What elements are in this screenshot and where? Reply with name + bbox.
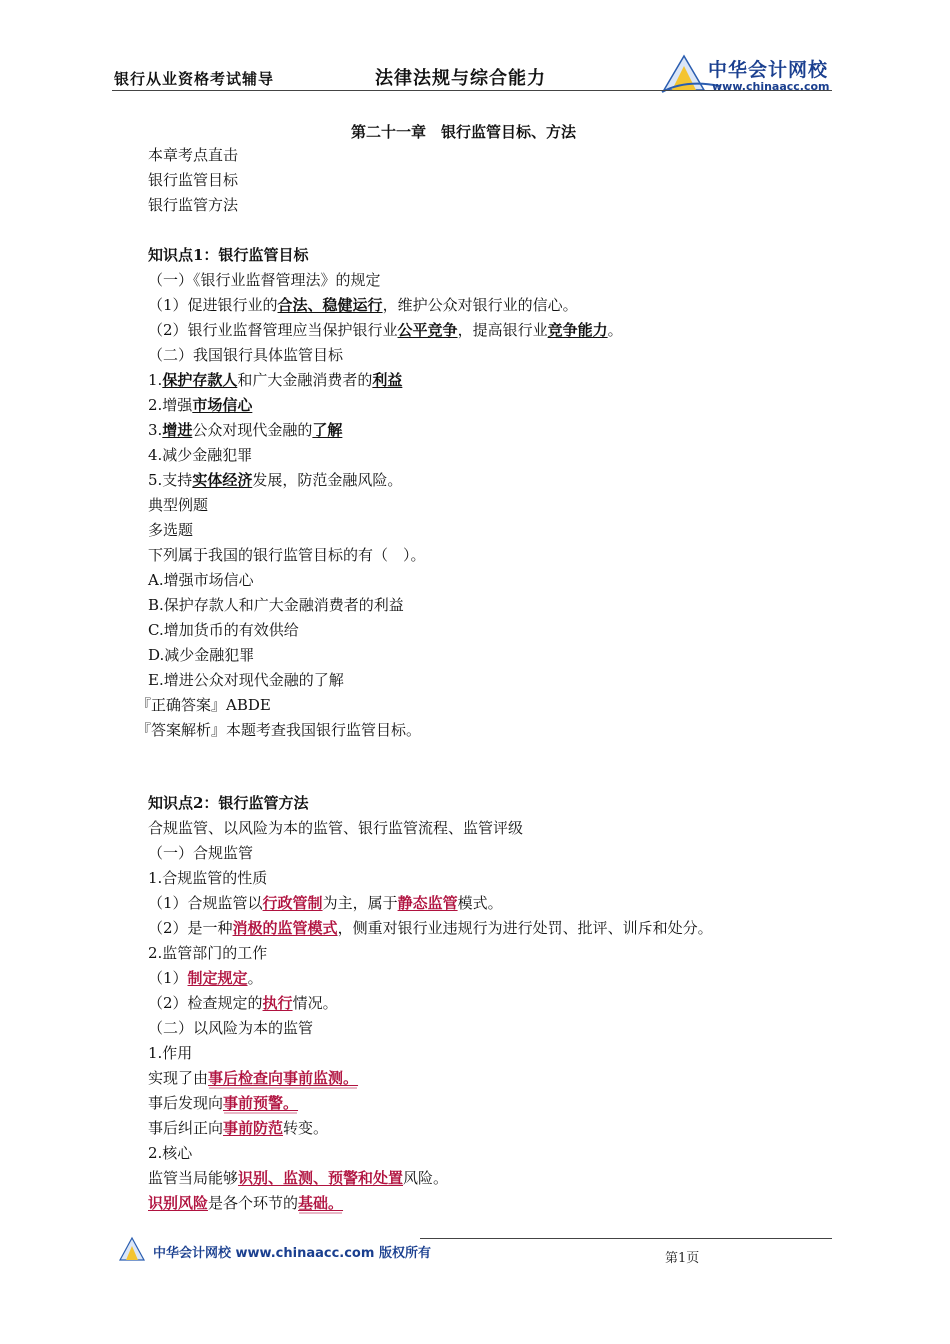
logo-url: www.chinaacc.com <box>712 80 830 93</box>
k1-item-5: 5.支持实体经济发展，防范金融风险。 <box>148 471 403 489</box>
page-number: 第1页 <box>665 1251 700 1266</box>
example-option: B.保护存款人和广大金融消费者的利益 <box>148 596 404 614</box>
k2-subheading-3: 1.作用 <box>148 1044 193 1062</box>
footer-copyright: 中华会计网校 www.chinaacc.com 版权所有 <box>153 1246 431 1261</box>
k2-subheading-2: 2.监管部门的工作 <box>148 944 268 962</box>
toc-item: 本章考点直击 <box>148 146 239 164</box>
k1-section-1: （一）《银行业监督管理法》的规定 <box>148 271 381 289</box>
header-rule <box>112 90 832 91</box>
k1-item-4: 4.减少金融犯罪 <box>148 446 253 464</box>
toc-item: 银行监管方法 <box>148 196 239 214</box>
toc-item: 银行监管目标 <box>148 171 239 189</box>
k2-section-1: （一）合规监管 <box>148 844 254 862</box>
example-question: 下列属于我国的银行监管目标的有（ ）。 <box>148 546 426 564</box>
k1-point-2: （2）银行业监督管理应当保护银行业公平竞争，提高银行业竞争能力。 <box>148 321 623 339</box>
k2-point-b2: （2）检查规定的执行情况。 <box>148 994 338 1012</box>
answer-analysis: 『答案解析』本题考查我国银行监管目标。 <box>136 721 422 739</box>
k1-item-3: 3.增进公众对现代金融的了解 <box>148 421 343 439</box>
example-option: D.减少金融犯罪 <box>148 646 255 664</box>
k2-section-2: （二）以风险为本的监管 <box>148 1019 314 1037</box>
k1-title: 知识点1：银行监管目标 <box>148 246 309 264</box>
k2-point-c2: 事后发现向事前预警。 <box>148 1094 299 1112</box>
chapter-title: 第二十一章 银行监管目标、方法 <box>351 123 577 141</box>
k2-subheading-4: 2.核心 <box>148 1144 193 1162</box>
k2-title: 知识点2：银行监管方法 <box>148 794 309 812</box>
example-type: 多选题 <box>148 521 194 539</box>
k2-point-d1: 监管当局能够识别、监测、预警和处置风险。 <box>148 1169 449 1187</box>
k1-item-2: 2.增强市场信心 <box>148 396 253 414</box>
k2-point-b1: （1）制定规定。 <box>148 969 263 987</box>
k2-subheading-1: 1.合规监管的性质 <box>148 869 268 887</box>
k2-point-a1: （1）合规监管以行政管制为主，属于静态监管模式。 <box>148 894 503 912</box>
k1-item-1: 1.保护存款人和广大金融消费者的利益 <box>148 371 403 389</box>
example-label: 典型例题 <box>148 496 209 514</box>
footer-rule <box>420 1238 832 1239</box>
k2-intro: 合规监管、以风险为本的监管、银行监管流程、监管评级 <box>148 819 524 837</box>
example-option: E.增进公众对现代金融的了解 <box>148 671 344 689</box>
correct-answer: 『正确答案』ABDE <box>136 696 271 714</box>
footer-logo-icon <box>118 1236 148 1262</box>
k2-point-a2: （2）是一种消极的监管模式，侧重对银行业违规行为进行处罚、批评、训斥和处分。 <box>148 919 713 937</box>
logo-text: 中华会计网校 <box>708 59 829 81</box>
k1-section-2: （二）我国银行具体监管目标 <box>148 346 344 364</box>
k2-point-d2: 识别风险是各个环节的基础。 <box>148 1194 344 1212</box>
header-left: 银行从业资格考试辅导 <box>114 70 275 88</box>
example-option: C.增加货币的有效供给 <box>148 621 299 639</box>
header-center: 法律法规与综合能力 <box>375 68 546 89</box>
k2-point-c1: 实现了由事后检查向事前监测。 <box>148 1069 359 1087</box>
k1-point-1: （1）促进银行业的合法、稳健运行，维护公众对银行业的信心。 <box>148 296 578 314</box>
k2-point-c3: 事后纠正向事前防范转变。 <box>148 1119 329 1137</box>
example-option: A.增强市场信心 <box>148 571 254 589</box>
